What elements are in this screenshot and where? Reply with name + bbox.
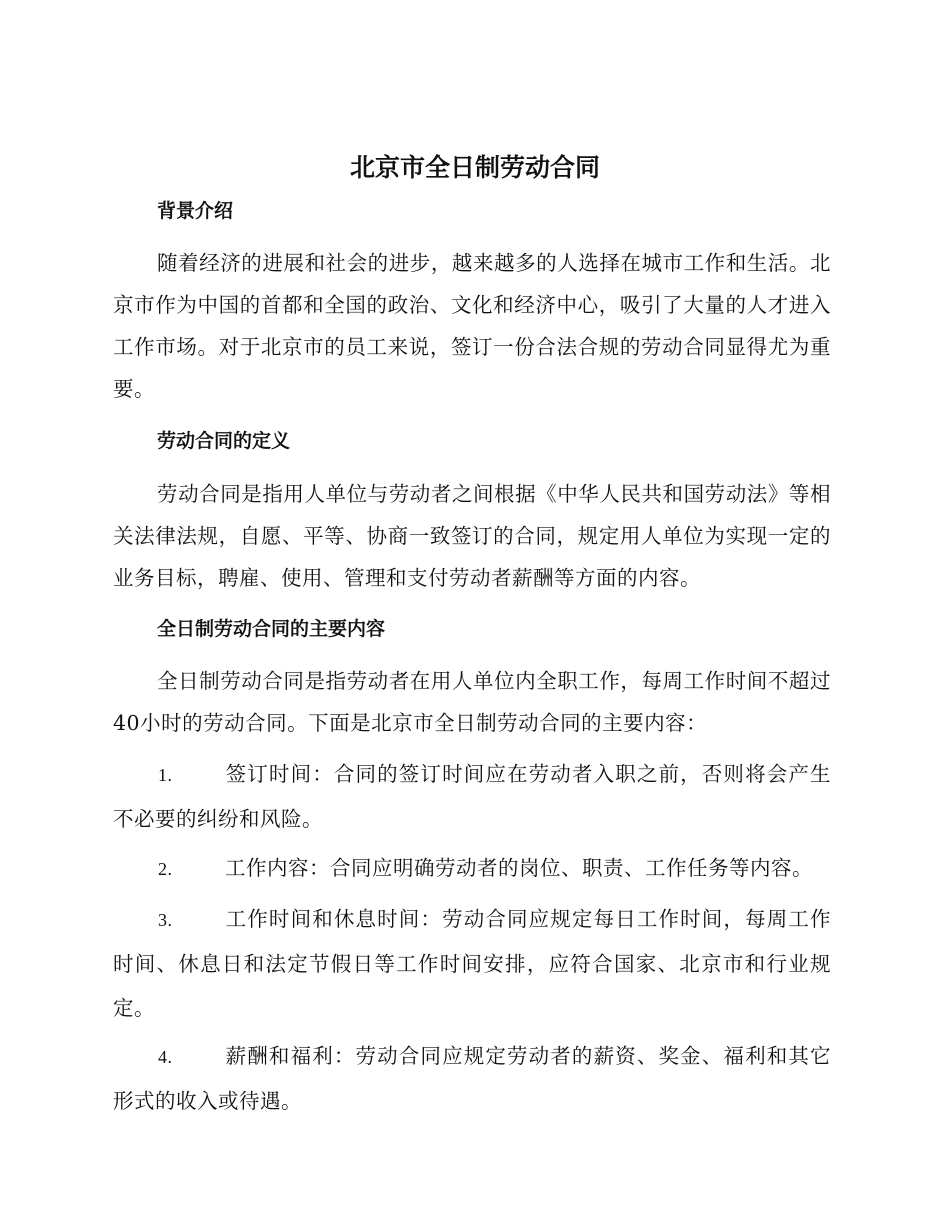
list-item-number: 2.: [158, 859, 173, 879]
list-item-number: 3.: [158, 910, 173, 930]
list-item-text: 签订时间：合同的签订时间应在劳动者入职之前，否则将会产生不必要的纠纷和风险。: [113, 762, 831, 831]
document-title: 北京市全日制劳动合同: [349, 153, 600, 182]
section-paragraph-main-content: 全日制劳动合同是指劳动者在用人单位内全职工作，每周工作时间不超过40小时的劳动合同。下面是北京市全日制劳动合同的主要内容：: [113, 669, 831, 735]
list-item-number: 1.: [158, 765, 173, 785]
list-item-text: 工作内容：合同应明确劳动者的岗位、职责、工作任务等内容。: [225, 856, 813, 880]
section-heading-definition: 劳动合同的定义: [157, 430, 291, 452]
list-item-text: 工作时间和休息时间：劳动合同应规定每日工作时间，每周工作时间、休息日和法定节假日等工作时间安排，应符合国家、北京市和行业规定。: [113, 907, 831, 1020]
list-item-number: 4.: [158, 1047, 173, 1067]
list-item: [113, 897, 831, 1030]
section-heading-main-content: 全日制劳动合同的主要内容: [157, 618, 386, 640]
section-paragraph-background: 随着经济的进展和社会的进步，越来越多的人选择在城市工作和生活。北京市作为中国的首都和全国的政治、文化和经济中心，吸引了大量的人才进入工作市场。对于北京市的员工来说，签订一份合法合规的劳动合同显得尤为重要。: [113, 251, 831, 401]
list-item: [113, 846, 831, 891]
section-heading-background: 背景介绍: [157, 200, 234, 222]
list-item-text: 薪酬和福利：劳动合同应规定劳动者的薪资、奖金、福利和其它形式的收入或待遇。: [113, 1044, 831, 1113]
list-item: [113, 1034, 831, 1123]
list-item: [113, 752, 831, 841]
section-paragraph-definition: 劳动合同是指用人单位与劳动者之间根据《中华人民共和国劳动法》等相关法律法规，自愿、平等、协商一致签订的合同，规定用人单位为实现一定的业务目标，聘雇、使用、管理和支付劳动者薪酬等方面的内容。: [113, 482, 831, 590]
